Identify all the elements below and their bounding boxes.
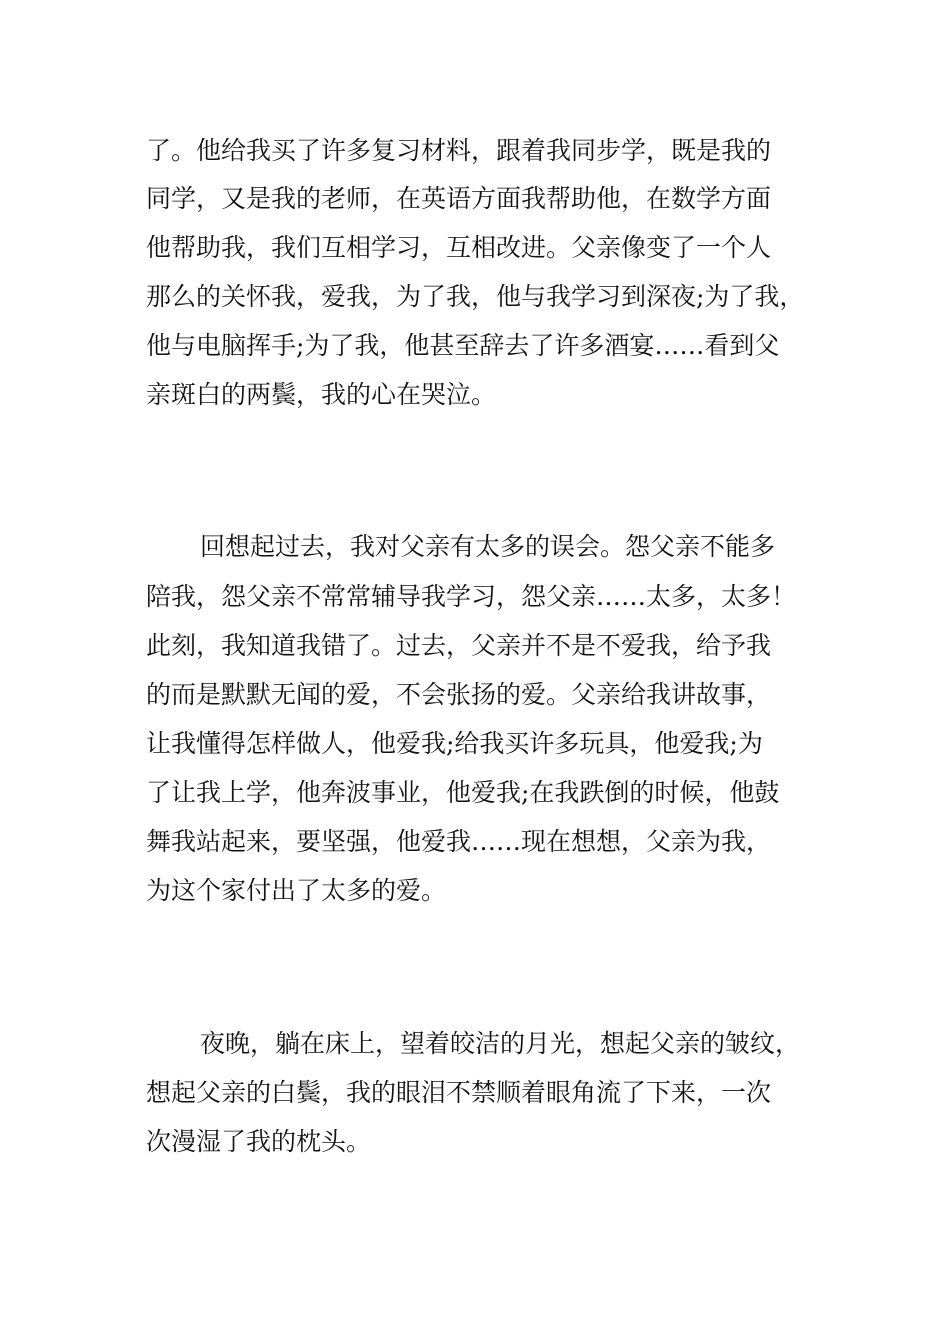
text-line: 他帮助我，我们互相学习，互相改进。父亲像变了一个人: [146, 233, 772, 262]
text-line: 了让我上学，他奔波事业，他爱我;在我跌倒的时候，他鼓: [146, 778, 780, 807]
text-line: 此刻，我知道我错了。过去，父亲并不是不爱我，给予我: [146, 631, 772, 660]
text-line: 回想起过去，我对父亲有太多的误会。怨父亲不能多: [200, 532, 776, 561]
text-line: 让我懂得怎样做人，他爱我;给我买许多玩具，他爱我;为: [146, 729, 763, 758]
text-line: 那么的关怀我，爱我，为了我，他与我学习到深夜;为了我，: [146, 282, 805, 311]
text-line: 次漫湿了我的枕头。: [146, 1127, 372, 1156]
text-line: 他与电脑挥手;为了我，他甚至辞去了许多酒宴……看到父: [146, 331, 780, 360]
text-line: 了。他给我买了许多复习材料，跟着我同步学，既是我的: [146, 136, 772, 165]
text-line: 为这个家付出了太多的爱。: [146, 876, 447, 905]
text-line: 亲斑白的两鬓，我的心在哭泣。: [146, 380, 497, 409]
text-line: 想起父亲的白鬓，我的眼泪不禁顺着眼角流了下来，一次: [146, 1078, 772, 1107]
text-line: 陪我，怨父亲不常常辅导我学习，怨父亲……太多，太多！: [146, 582, 797, 611]
text-line: 舞我站起来，要坚强，他爱我……现在想想，父亲为我，: [146, 827, 772, 856]
text-line: 同学，又是我的老师，在英语方面我帮助他，在数学方面: [146, 184, 772, 213]
text-line: 的而是默默无闻的爱，不会张扬的爱。父亲给我讲故事，: [146, 680, 772, 709]
text-line: 夜晚，躺在床上，望着皎洁的月光，想起父亲的皱纹，: [200, 1029, 801, 1058]
